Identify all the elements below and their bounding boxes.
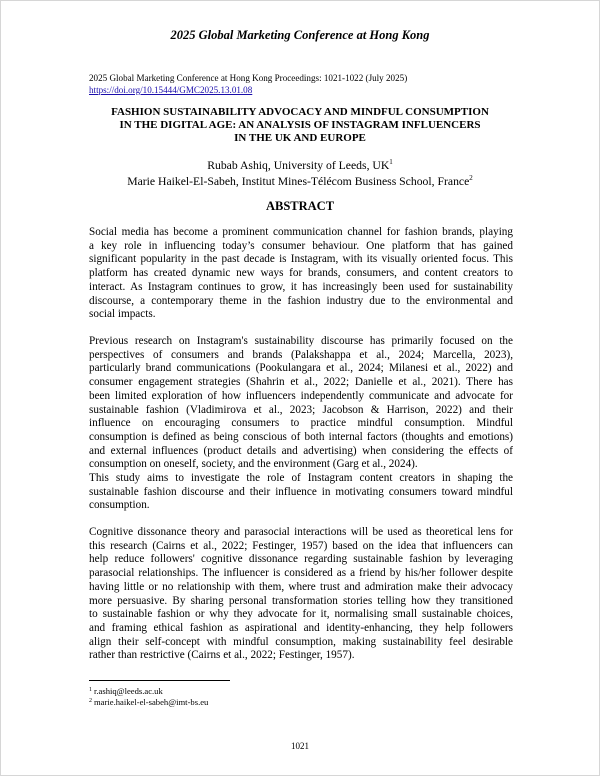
paragraph-line: discourse, a contemporary theme in the fashion industry due to the environmental and [89,294,513,307]
paragraph-line: sustainable fashion discourse and their influence in motivating consumers toward mindful [89,485,513,498]
paper-title [61,106,539,145]
author-line [61,174,539,190]
abstract-paragraph [89,226,513,322]
paragraph-line: Social media has become a prominent communication channel for fashion brands, playing [89,226,513,238]
paragraph-line: consumption is defined as being conscious of both internal factors (thoughts and emotions) [89,430,513,443]
footnote [89,697,208,708]
running-header: 2025 Global Marketing Conference at Hong Kong [170,28,430,42]
footnote-number: 2 [89,697,92,704]
paragraph-line: help reduce followers' cognitive dissonance regarding sustainable fashion by leveraging [89,553,513,566]
footnote-marker[interactable]: 2 [469,173,473,182]
paragraph-line: particularly brand communications (Pookulangara et al., 2024; Milanesi et al., 2022) and [89,362,513,375]
paragraph-line: and external influences (product details and advertising) when considering the effects of [89,444,513,457]
paragraph-line: perspectives of consumers and brands (Palakshappa et al., 2024; Marcella, 2023), [89,348,513,361]
paragraph-line: parasocial relationships. The influencer is considered as a friend by his/her follower despite [89,567,513,580]
author-list [61,158,539,189]
footnote-email[interactable]: r.ashiq@leeds.ac.uk [94,686,163,696]
proceedings-info [89,72,407,96]
paragraph-line: rather than restrictive (Cairns et al., 2022; Festinger, 1957). [89,649,355,662]
abstract-heading: ABSTRACT [265,199,335,213]
abstract-paragraph [89,335,513,513]
title-line: IN THE DIGITAL AGE: AN ANALYSIS OF INSTAGRAM INFLUENCERS [119,119,481,131]
paragraph-line: significant popularity in the past decade is Instagram, with its visually oriented focus. This [89,253,513,266]
paragraph-line: platform has created dynamic new ways for brands, consumers, and content creators to [89,267,513,280]
title-line: IN THE UK AND EUROPE [234,132,366,144]
footnote-marker[interactable]: 1 [389,158,393,166]
paragraph-line: consumer engagement strategies (Shahrin et al., 2022; Danielle et al., 2021). There has [89,376,513,389]
paragraph-line: influence on encouraging consumers to practice mindful consumption. Mindful [89,417,513,430]
paragraph-line: to sustainable fashion or why they advocate for it, normalising small sustainable choices, [89,608,513,621]
author-affiliation: Rubab Ashiq, University of Leeds, UK [207,159,390,172]
title-line: FASHION SUSTAINABILITY ADVOCACY AND MINDFUL CONSUMPTION [111,106,489,118]
footnotes [89,686,208,707]
paragraph-line: sustainable fashion (Vladimirova et al., 2023; Jacobson & Harrison, 2022) and their [89,403,513,416]
paragraph-line: social impacts. [89,308,156,321]
proceedings-citation: 2025 Global Marketing Conference at Hong Kong Proceedings: 1021-1022 (July 2025) [89,73,408,83]
paragraph-line: Previous research on Instagram's sustainability discourse has primarily focused on the [89,335,513,347]
paragraph-line: This study aims to investigate the role of Instagram content creators in shaping the [89,472,513,485]
paragraph-line: a key role in influencing today’s consumer behaviour. One platform that has gained [89,239,513,252]
paragraph-line: more persuasive. By sharing personal transformation stories telling how they transitioned [89,594,513,607]
paragraph-line: Cognitive dissonance theory and parasocial interactions will be used as theoretical lens for [89,526,513,538]
author-line [61,158,539,174]
abstract-paragraph [89,526,513,663]
doi-link[interactable]: https://doi.org/10.15444/GMC2025.13.01.08 [89,85,253,95]
author-affiliation: Marie Haikel-El-Sabeh, Institut Mines-Télécom Business School, France [127,174,470,188]
paragraph-line: consumption on oneself, society, and the environment (Garg et al., 2024). [89,458,418,471]
paragraph-line: having little or no relationship with them, where trust and admiration make their advocacy [89,580,513,593]
paragraph-line: been limited exploration of how influencers independently communicate and advocate for [89,389,513,402]
paragraph-line: this research (Cairns et al., 2022; Festinger, 1957) based on the idea that influencers can [89,539,513,552]
footnote [89,686,208,697]
paragraph-line: align their self-concept with mindful consumption, making sustainability feel desirable [89,635,513,648]
paragraph-line: consumption. [89,499,150,512]
footnote-divider [89,680,230,681]
paragraph-line: and framing ethical fashion as aspirational and identity-enhancing, they help followers [89,621,513,634]
footnote-number: 1 [89,687,92,693]
page-number: 1021 [291,741,309,751]
paragraph-line: interact. As Instagram continues to grow, it has increasingly been used for sustainability [89,280,513,293]
footnote-email[interactable]: marie.haikel-el-sabeh@imt-bs.eu [94,696,209,707]
